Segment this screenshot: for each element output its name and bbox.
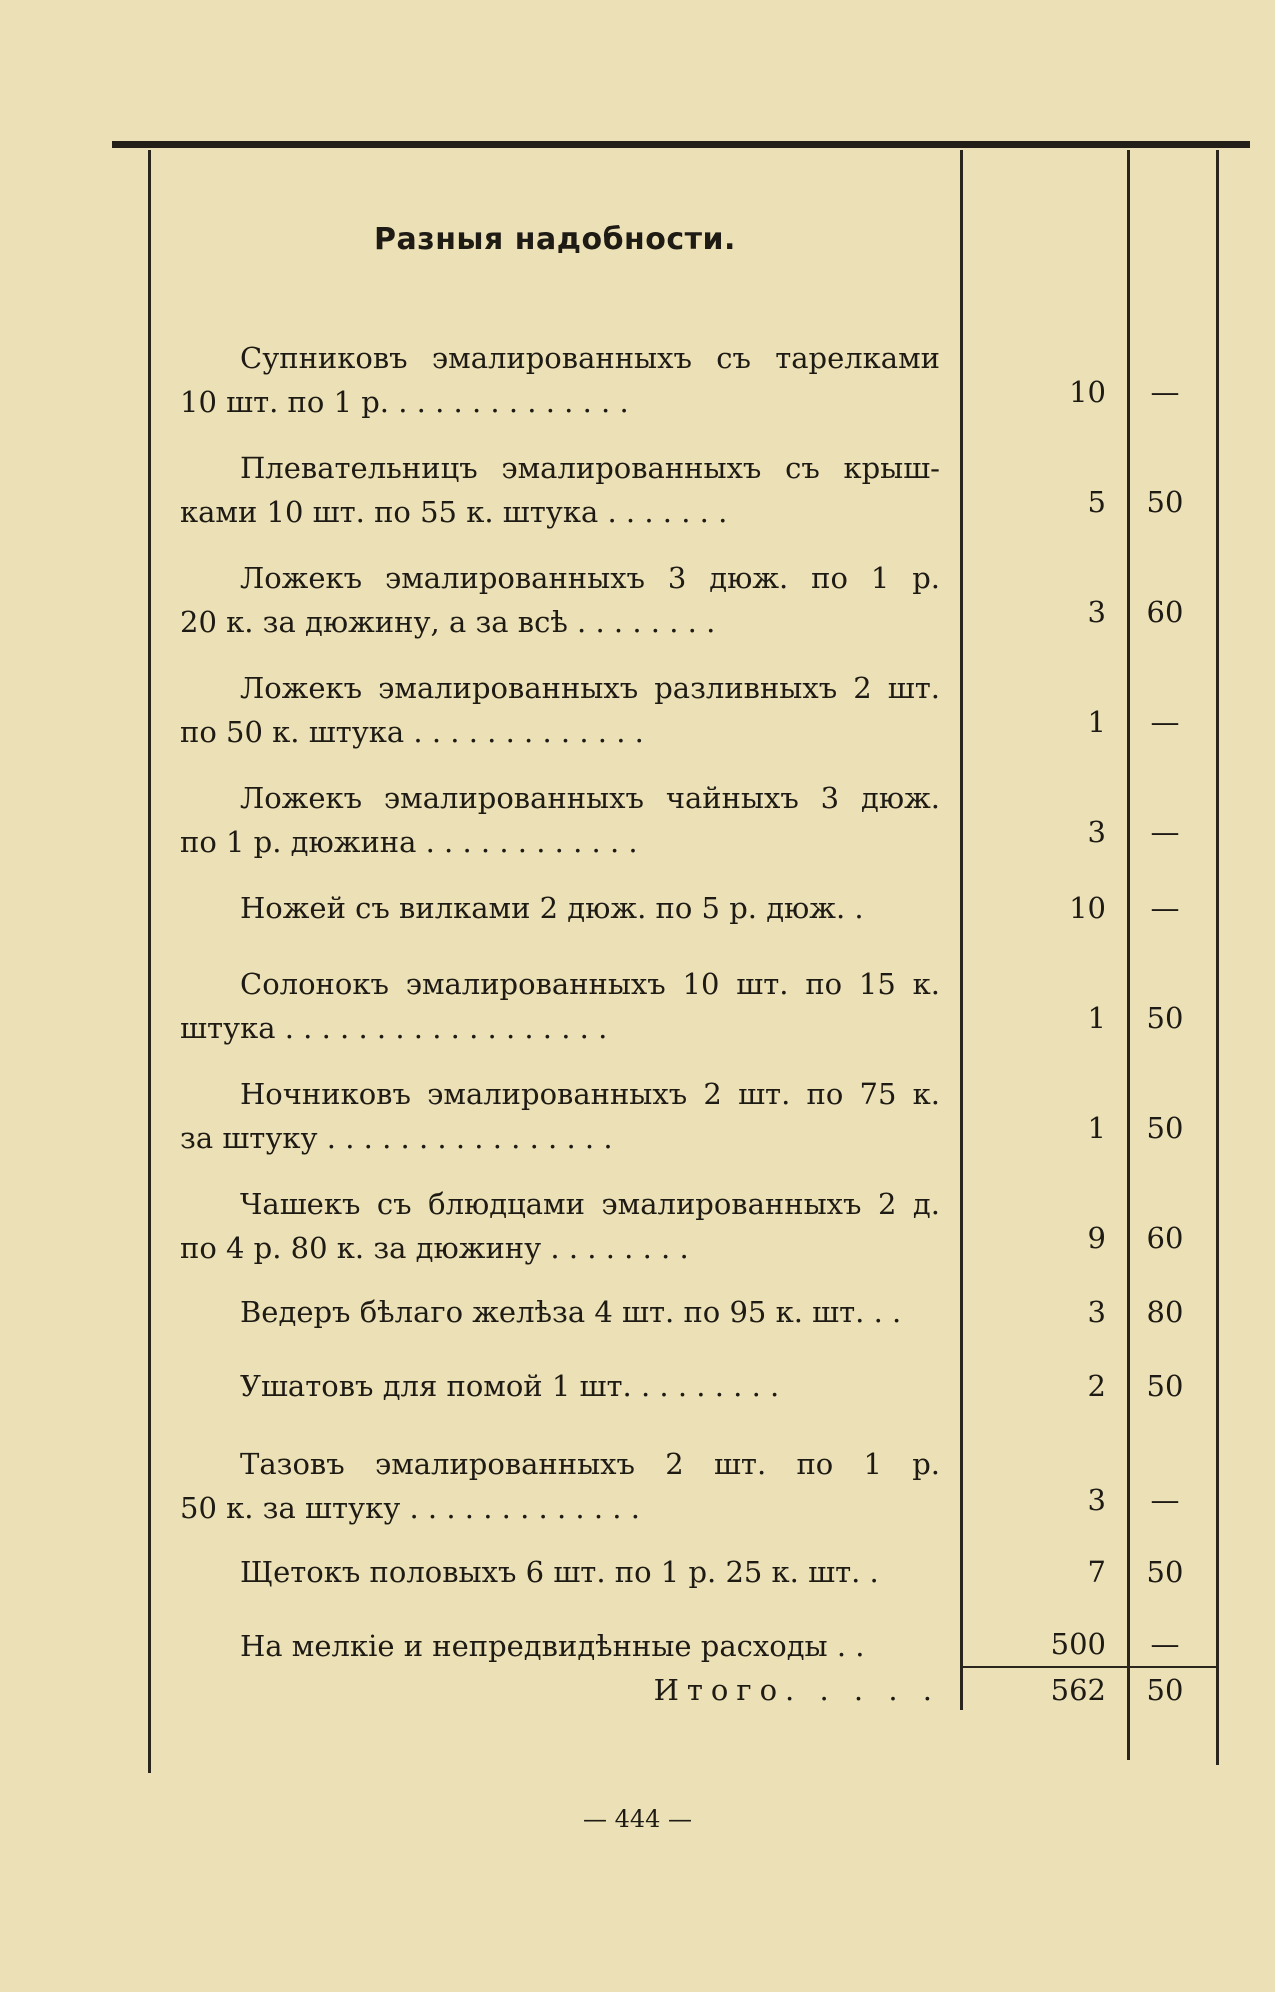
list-item [180,886,940,930]
rubles-column-rule [1127,150,1130,1760]
list-item [180,336,940,424]
item-text: Ведеръ бѣлаго желѣза 4 шт. по 95 к. шт. . . [240,1295,902,1329]
item-text-line1: Супниковъ эмалированныхъ съ тарелками [240,341,940,375]
item-rubles: 1 [1087,1001,1106,1035]
item-text-line1: Ложекъ эмалированныхъ 3 дюж. по 1 р. [240,561,940,595]
item-text-line2: 10 шт. по 1 р. . . . . . . . . . . . . . [180,385,629,419]
item-rubles: 2 [1087,1369,1106,1403]
item-text: Ножей съ вилками 2 дюж. по 5 р. дюж. . [240,891,864,925]
item-rubles: 1 [1087,1111,1106,1145]
total-kopecks: 50 [1146,1673,1184,1707]
list-item [180,446,940,534]
text-column-rule [960,150,963,1710]
page-number: — 444 — [582,1805,693,1833]
item-rubles: 9 [1087,1221,1106,1255]
item-text-line2: по 4 р. 80 к. за дюжину . . . . . . . . [180,1231,689,1265]
item-kopecks: 60 [1146,1221,1184,1255]
item-kopecks: — [1150,1483,1180,1517]
item-kopecks: — [1150,891,1180,925]
item-rubles: 3 [1087,595,1106,629]
item-text-line2: по 50 к. штука . . . . . . . . . . . . . [180,715,644,749]
item-kopecks: 80 [1146,1295,1184,1329]
item-kopecks: 60 [1146,595,1184,629]
top-rule [112,141,1250,148]
item-rubles: 3 [1087,1483,1106,1517]
item-kopecks: — [1150,375,1180,409]
kopecks-column-rule [1216,150,1219,1765]
item-text-line1: Плевательницъ эмалированныхъ съ крыш- [240,451,940,485]
list-item [180,1442,940,1530]
list-item [180,1364,940,1408]
item-kopecks: 50 [1146,1555,1184,1589]
item-text-line2: 50 к. за штуку . . . . . . . . . . . . . [180,1491,640,1525]
item-rubles: 10 [1069,375,1106,409]
item-rubles: 500 [1050,1627,1106,1661]
list-item [180,1624,940,1668]
total-rubles: 562 [1050,1673,1106,1707]
list-item [180,1072,940,1160]
item-kopecks: 50 [1146,1111,1184,1145]
item-kopecks: — [1150,705,1180,739]
item-text-line1: Ночниковъ эмалированныхъ 2 шт. по 75 к. [240,1077,940,1111]
item-kopecks: 50 [1146,1001,1184,1035]
item-text: На мелкіе и непредвидѣнные расходы . . [240,1629,865,1663]
item-text-line2: за штуку . . . . . . . . . . . . . . . . [180,1121,613,1155]
item-text-line2: по 1 р. дюжина . . . . . . . . . . . . [180,825,638,859]
left-column-rule [148,150,151,1773]
item-text-line2: ками 10 шт. по 55 к. штука . . . . . . . [180,495,728,529]
item-kopecks: 50 [1146,485,1184,519]
item-rubles: 10 [1069,891,1106,925]
item-rubles: 1 [1087,705,1106,739]
list-item [180,776,940,864]
item-kopecks: — [1150,815,1180,849]
list-item [180,666,940,754]
list-item [180,556,940,644]
item-text-line2: штука . . . . . . . . . . . . . . . . . . [180,1011,608,1045]
list-item [180,962,940,1050]
item-text-line1: Тазовъ эмалированныхъ 2 шт. по 1 р. [240,1447,940,1481]
total-label: Итого. . . . . [653,1673,940,1707]
section-title: Разныя надобности. [374,222,736,257]
item-rubles: 3 [1087,815,1106,849]
list-item [180,1182,940,1270]
item-rubles: 5 [1087,485,1106,519]
item-rubles: 3 [1087,1295,1106,1329]
item-text-line1: Солонокъ эмалированныхъ 10 шт. по 15 к. [240,967,940,1001]
list-item [180,1550,940,1594]
item-kopecks: 50 [1146,1369,1184,1403]
item-rubles: 7 [1087,1555,1106,1589]
item-text: Ушатовъ для помой 1 шт. . . . . . . . . [240,1369,780,1403]
item-text: Щетокъ половыхъ 6 шт. по 1 р. 25 к. шт. . [240,1555,879,1589]
item-text-line1: Ложекъ эмалированныхъ разливныхъ 2 шт. [240,671,940,705]
item-text-line2: 20 к. за дюжину, а за всѣ . . . . . . . . [180,605,716,639]
item-text-line1: Чашекъ съ блюдцами эмалированныхъ 2 д. [240,1187,940,1221]
item-kopecks: — [1150,1627,1180,1661]
list-item [180,1290,940,1334]
item-text-line1: Ложекъ эмалированныхъ чайныхъ 3 дюж. [240,781,940,815]
